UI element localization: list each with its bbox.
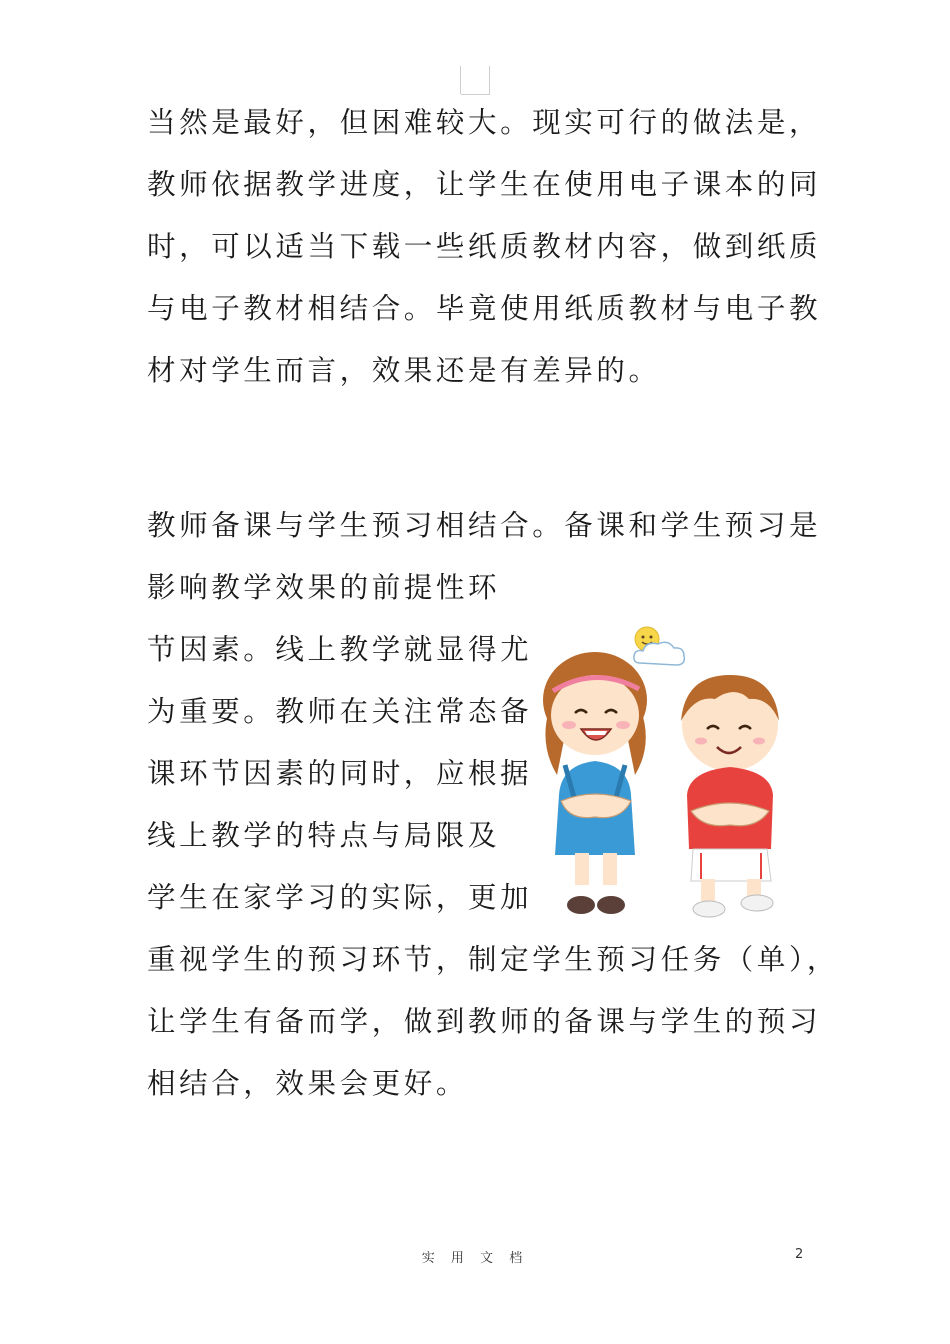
paragraph1-line-5: 材对学生而言，效果还是有差异的。 — [147, 354, 661, 387]
girl-figure — [543, 652, 647, 914]
sun-cloud-icon — [634, 627, 684, 665]
page-number: 2 — [795, 1247, 804, 1262]
paragraph2-line-5: 课环节因素的同时，应根据 — [147, 757, 533, 790]
paragraph1-line-4: 与电子教材相结合。毕竟使用纸质教材与电子教 — [147, 292, 822, 325]
cartoon-children-illustration — [535, 625, 795, 925]
boy-figure — [681, 675, 779, 917]
paragraph2-line-9: 让学生有备而学，做到教师的备课与学生的预习 — [147, 1005, 822, 1038]
paragraph2-line-7: 学生在家学习的实际，更加 — [147, 881, 533, 914]
paragraph2-line-1: 教师备课与学生预习相结合。备课和学生预习是 — [147, 509, 822, 542]
page-corner-mark — [461, 66, 490, 95]
paragraph1-line-1: 当然是最好，但困难较大。现实可行的做法是， — [147, 106, 822, 139]
paragraph2-line-3: 节因素。线上教学就显得尤 — [147, 633, 533, 666]
paragraph1-line-2: 教师依据教学进度，让学生在使用电子课本的同 — [147, 168, 822, 201]
paragraph2-line-2: 影响教学效果的前提性环 — [147, 571, 501, 604]
paragraph1-line-3: 时，可以适当下载一些纸质教材内容，做到纸质 — [147, 230, 822, 263]
paragraph2-line-4: 为重要。教师在关注常态备 — [147, 695, 533, 728]
paragraph2-line-6: 线上教学的特点与局限及 — [147, 819, 501, 852]
paragraph2-line-8: 重视学生的预习环节，制定学生预习任务（单）， — [147, 943, 839, 976]
paragraph2-line-10: 相结合，效果会更好。 — [147, 1067, 469, 1100]
footer-label: 实 用 文 档 — [421, 1251, 529, 1266]
